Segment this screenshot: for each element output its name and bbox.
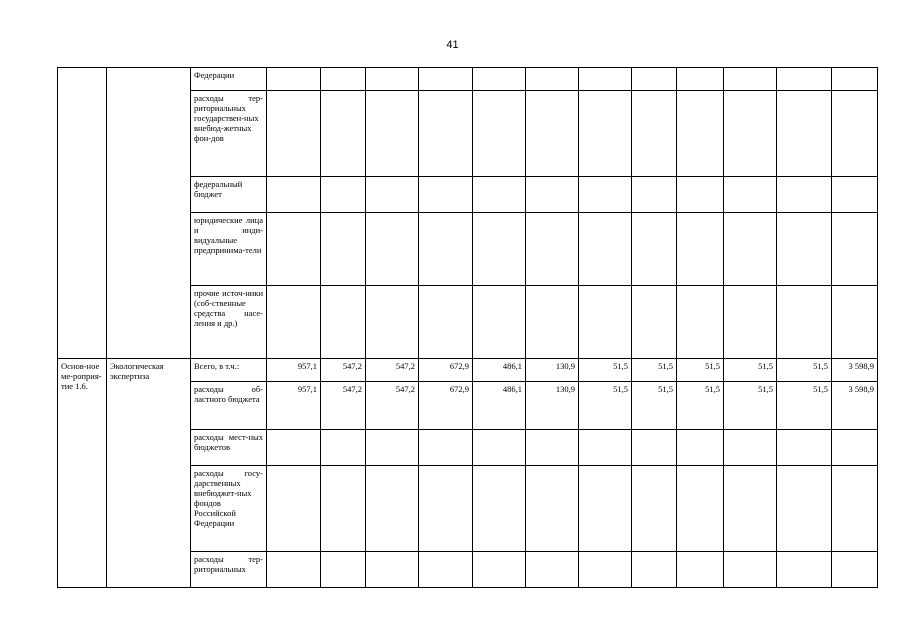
- value-cell: [777, 552, 832, 588]
- value-cell: [832, 213, 878, 286]
- value-cell: [832, 91, 878, 177]
- value-cell: [321, 91, 366, 177]
- value-cell: [677, 177, 724, 213]
- activity-cell: [58, 68, 107, 359]
- value-cell: 957,1: [267, 359, 321, 382]
- value-cell: [832, 430, 878, 466]
- value-cell: [724, 91, 777, 177]
- value-cell: 486,1: [473, 359, 526, 382]
- value-cell: [724, 286, 777, 359]
- value-cell: [677, 466, 724, 552]
- value-cell: [832, 177, 878, 213]
- value-cell: [419, 68, 473, 91]
- value-cell: [321, 552, 366, 588]
- value-cell: 672,9: [419, 382, 473, 430]
- value-cell: [579, 213, 632, 286]
- value-cell: 547,2: [366, 382, 419, 430]
- activity-name-cell: [107, 68, 191, 359]
- value-cell: [724, 430, 777, 466]
- value-cell: 547,2: [321, 382, 366, 430]
- funding-source-cell: расходы мест-ных бюджетов: [191, 430, 267, 466]
- value-cell: [366, 430, 419, 466]
- value-cell: [366, 466, 419, 552]
- value-cell: [419, 213, 473, 286]
- value-cell: 51,5: [724, 359, 777, 382]
- funding-source-cell: расходы госу-дарственных внебюджет-ных фондов Российской Федерации: [191, 466, 267, 552]
- value-cell: [473, 552, 526, 588]
- value-cell: [366, 68, 419, 91]
- value-cell: [677, 68, 724, 91]
- value-cell: [677, 286, 724, 359]
- value-cell: [579, 466, 632, 552]
- value-cell: [724, 466, 777, 552]
- value-cell: [677, 91, 724, 177]
- value-cell: [777, 177, 832, 213]
- value-cell: [473, 177, 526, 213]
- value-cell: [366, 552, 419, 588]
- value-cell: [777, 430, 832, 466]
- value-cell: [419, 91, 473, 177]
- value-cell: [267, 91, 321, 177]
- budget-table: [57, 67, 878, 588]
- value-cell: [419, 466, 473, 552]
- value-cell: [267, 552, 321, 588]
- value-cell: [579, 286, 632, 359]
- activity-cell: Основ-ное ме-роприя-тие 1.6.: [58, 359, 107, 588]
- value-cell: [724, 213, 777, 286]
- value-cell: [526, 213, 579, 286]
- funding-source-cell: Федерации: [191, 68, 267, 91]
- value-cell: 51,5: [677, 359, 724, 382]
- activity-name-cell: Экологическая экспертиза: [107, 359, 191, 588]
- value-cell: [777, 286, 832, 359]
- value-cell: 547,2: [321, 359, 366, 382]
- value-cell: [473, 466, 526, 552]
- value-cell: [321, 466, 366, 552]
- value-cell: [267, 68, 321, 91]
- funding-source-cell: расходы тер-риториальных государствен-ных внебюд-жетных фон-дов: [191, 91, 267, 177]
- value-cell: [579, 68, 632, 91]
- value-cell: [777, 68, 832, 91]
- value-cell: 51,5: [579, 359, 632, 382]
- value-cell: [832, 68, 878, 91]
- value-cell: [321, 68, 366, 91]
- value-cell: [366, 286, 419, 359]
- value-cell: [419, 286, 473, 359]
- value-cell: 547,2: [366, 359, 419, 382]
- value-cell: [267, 466, 321, 552]
- value-cell: 51,5: [677, 382, 724, 430]
- value-cell: 957,1: [267, 382, 321, 430]
- value-cell: [632, 466, 677, 552]
- value-cell: [724, 552, 777, 588]
- value-cell: [473, 213, 526, 286]
- value-cell: [473, 430, 526, 466]
- value-cell: [632, 91, 677, 177]
- value-cell: [677, 213, 724, 286]
- funding-source-cell: федеральный бюджет: [191, 177, 267, 213]
- value-cell: [473, 286, 526, 359]
- value-cell: [526, 177, 579, 213]
- value-cell: 130,9: [526, 359, 579, 382]
- value-cell: [832, 286, 878, 359]
- value-cell: [632, 552, 677, 588]
- table-row: [58, 359, 878, 382]
- value-cell: [632, 286, 677, 359]
- value-cell: [366, 177, 419, 213]
- value-cell: 486,1: [473, 382, 526, 430]
- value-cell: [366, 91, 419, 177]
- value-cell: [777, 91, 832, 177]
- value-cell: [473, 68, 526, 91]
- funding-source-cell: прочие источ-ники (соб-ственные средства насе-ления и др.): [191, 286, 267, 359]
- funding-source-cell: расходы об-ластного бюджета: [191, 382, 267, 430]
- value-cell: [473, 91, 526, 177]
- value-cell: [632, 430, 677, 466]
- value-cell: [832, 466, 878, 552]
- value-cell: [632, 68, 677, 91]
- value-cell: [526, 552, 579, 588]
- value-cell: [419, 430, 473, 466]
- value-cell: [321, 213, 366, 286]
- value-cell: [579, 430, 632, 466]
- value-cell: [267, 286, 321, 359]
- value-cell: 51,5: [777, 359, 832, 382]
- value-cell: [267, 430, 321, 466]
- value-cell: [579, 552, 632, 588]
- value-cell: [677, 430, 724, 466]
- value-cell: [777, 213, 832, 286]
- value-cell: [579, 91, 632, 177]
- funding-source-cell: расходы тер-риториальных: [191, 552, 267, 588]
- funding-source-cell: Всего, в т.ч.:: [191, 359, 267, 382]
- value-cell: 51,5: [724, 382, 777, 430]
- value-cell: [419, 552, 473, 588]
- value-cell: [419, 177, 473, 213]
- value-cell: [526, 466, 579, 552]
- value-cell: [366, 213, 419, 286]
- table-row: [58, 68, 878, 91]
- value-cell: [677, 552, 724, 588]
- value-cell: [777, 466, 832, 552]
- value-cell: [321, 430, 366, 466]
- funding-source-cell: юридические лица и инди-видуальные предпринима-тели: [191, 213, 267, 286]
- value-cell: [526, 286, 579, 359]
- value-cell: [526, 430, 579, 466]
- value-cell: 3 598,9: [832, 359, 878, 382]
- value-cell: 51,5: [632, 382, 677, 430]
- value-cell: [632, 213, 677, 286]
- value-cell: 130,9: [526, 382, 579, 430]
- value-cell: [267, 213, 321, 286]
- value-cell: [321, 286, 366, 359]
- value-cell: 672,9: [419, 359, 473, 382]
- value-cell: 51,5: [777, 382, 832, 430]
- value-cell: 51,5: [579, 382, 632, 430]
- value-cell: [267, 177, 321, 213]
- value-cell: [579, 177, 632, 213]
- page-number: 41: [446, 39, 459, 51]
- value-cell: [724, 68, 777, 91]
- value-cell: 3 598,9: [832, 382, 878, 430]
- value-cell: 51,5: [632, 359, 677, 382]
- value-cell: [526, 68, 579, 91]
- value-cell: [632, 177, 677, 213]
- value-cell: [832, 552, 878, 588]
- value-cell: [526, 91, 579, 177]
- value-cell: [724, 177, 777, 213]
- value-cell: [321, 177, 366, 213]
